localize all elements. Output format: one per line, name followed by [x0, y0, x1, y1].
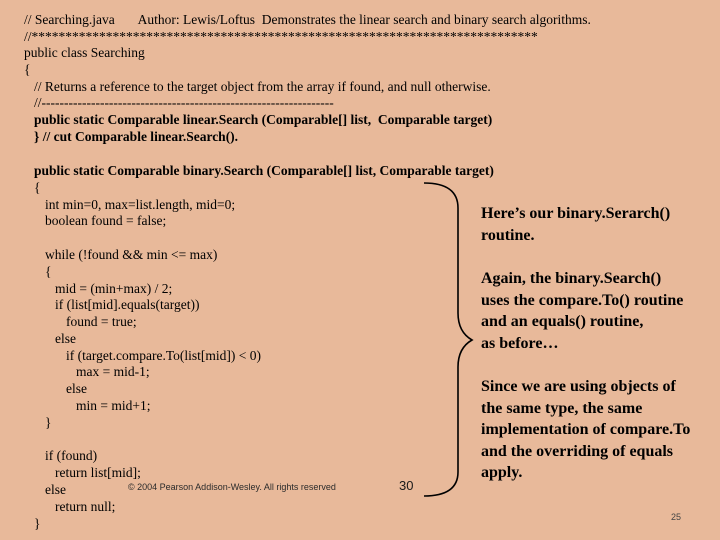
- code-line-if-compare: if (target.compare.To(list[mid]) < 0): [66, 348, 261, 363]
- code-line-max: max = mid-1;: [76, 364, 150, 379]
- code-header-comment: // Searching.java Author: Lewis/Loftus Demonstrates the linear search and binary search algorithms.: [24, 12, 591, 27]
- code-line-return-null: return null;: [55, 499, 116, 514]
- code-binary-search-signature: public static Comparable binary.Search (Comparable[] list, Comparable target): [34, 163, 494, 178]
- code-line-return-list: return list[mid];: [55, 465, 141, 480]
- code-returns-comment: // Returns a reference to the target object from the array if found, and null otherwise.: [34, 79, 491, 94]
- note-compare-to-equals: Again, the binary.Search() uses the compare.To() routine and an equals() routine, as before…: [481, 270, 684, 352]
- code-line-while: while (!found && min <= max): [45, 247, 218, 262]
- code-line-while-close: }: [45, 415, 52, 430]
- code-class-declaration: public class Searching: [24, 45, 145, 60]
- code-line-if-found: if (found): [45, 448, 98, 463]
- code-line-close-brace: }: [34, 516, 41, 531]
- code-dash-comment: //-----------------------------------------------------------------: [34, 95, 334, 110]
- code-binary-open-brace: {: [34, 180, 41, 195]
- code-line-mid: mid = (min+max) / 2;: [55, 281, 173, 296]
- code-line-int: int min=0, max=list.length, mid=0;: [45, 197, 236, 212]
- code-stars-comment: //***************************************************************************: [24, 29, 538, 44]
- code-line-else: else: [55, 331, 76, 346]
- code-line-else: else: [66, 381, 87, 396]
- code-line-while-open: {: [45, 264, 52, 279]
- page-number: 25: [671, 512, 682, 522]
- copyright-notice: © 2004 Pearson Addison-Wesley. All rights reserved: [128, 482, 336, 492]
- note-same-type-objects: Since we are using objects of the same type, the same implementation of compare.To and the overriding of equals apply.: [481, 378, 691, 481]
- code-line-boolean: boolean found = false;: [45, 213, 167, 228]
- code-linear-search-signature: public static Comparable linear.Search (Comparable[] list, Comparable target): [34, 112, 493, 127]
- code-line-if-equals: if (list[mid].equals(target)): [55, 297, 200, 312]
- code-linear-search-cut: } // cut Comparable linear.Search().: [34, 129, 239, 144]
- code-class-open-brace: {: [24, 62, 31, 77]
- code-line-found-true: found = true;: [66, 314, 137, 329]
- note-binary-search-routine: Here’s our binary.Serarch() routine.: [481, 205, 671, 244]
- code-line-else: else: [45, 482, 66, 497]
- code-line-min: min = mid+1;: [76, 398, 151, 413]
- slide-number: 30: [399, 478, 414, 493]
